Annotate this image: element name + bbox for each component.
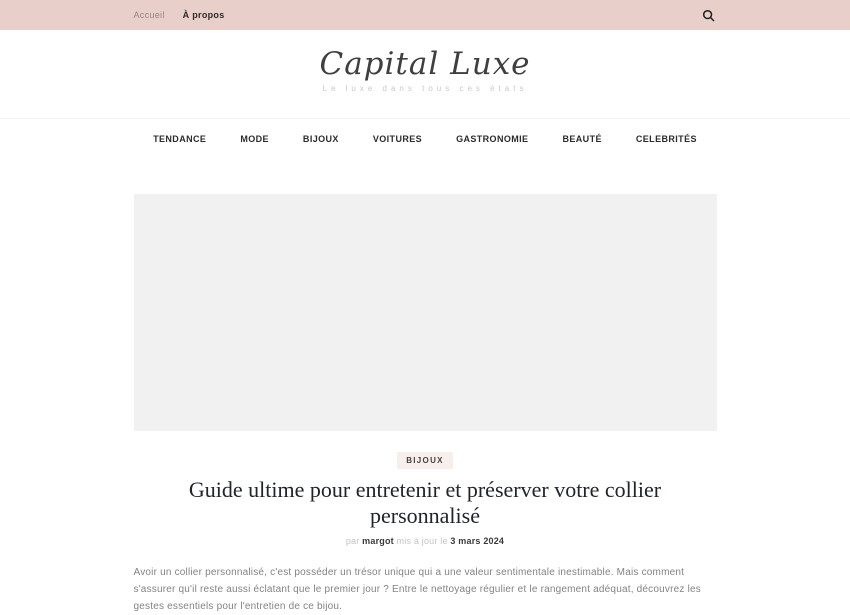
nav-item-celebrites[interactable]: CELEBRITÉS <box>635 133 697 144</box>
nav-item-bijoux[interactable]: BIJOUX <box>302 133 339 144</box>
category-badge-row <box>134 450 717 469</box>
article-content <box>134 194 717 615</box>
nav-item-beaute[interactable]: BEAUTÉ <box>562 133 602 144</box>
site-tagline: Le luxe dans tous ces états <box>322 84 528 93</box>
byline-author[interactable]: margot <box>362 536 394 546</box>
article-title: Guide ultime pour entretenir et préserver votre collier personnalisé <box>188 477 662 528</box>
site-logo[interactable]: Capital Luxe <box>319 46 531 82</box>
topbar-links <box>134 10 225 20</box>
byline-date: 3 mars 2024 <box>450 536 505 546</box>
search-button[interactable] <box>700 7 717 24</box>
main-nav <box>0 119 850 158</box>
article-intro-paragraph: Avoir un collier personnalisé, c'est posséder un trésor unique qui a une valeur sentimentale inestimable. Mais comment s'assurer qu'il reste aussi éclatant que le premier jour ? Entre le nettoyage régulier et le rangement adéquat, découvrez les gestes essentiels pour l'entretien de ce bijou. <box>133 567 701 612</box>
nav-item-voitures[interactable]: VOITURES <box>372 133 423 144</box>
article-byline <box>134 536 717 546</box>
topbar-link-a-propos[interactable]: À propos <box>182 10 225 20</box>
byline-updated-prefix: mis à jour le <box>393 536 451 546</box>
category-badge[interactable]: BIJOUX <box>397 452 453 469</box>
search-icon <box>702 9 715 22</box>
topbar <box>0 0 850 30</box>
byline-prefix: par <box>345 536 363 546</box>
topbar-link-accueil[interactable]: Accueil <box>133 10 165 20</box>
hero-image-placeholder <box>134 194 717 431</box>
nav-item-gastronomie[interactable]: GASTRONOMIE <box>456 133 529 144</box>
topbar-inner <box>134 0 717 30</box>
nav-item-mode[interactable]: MODE <box>240 133 269 144</box>
site-header <box>0 30 850 119</box>
nav-item-tendance[interactable]: TENDANCE <box>153 133 207 144</box>
